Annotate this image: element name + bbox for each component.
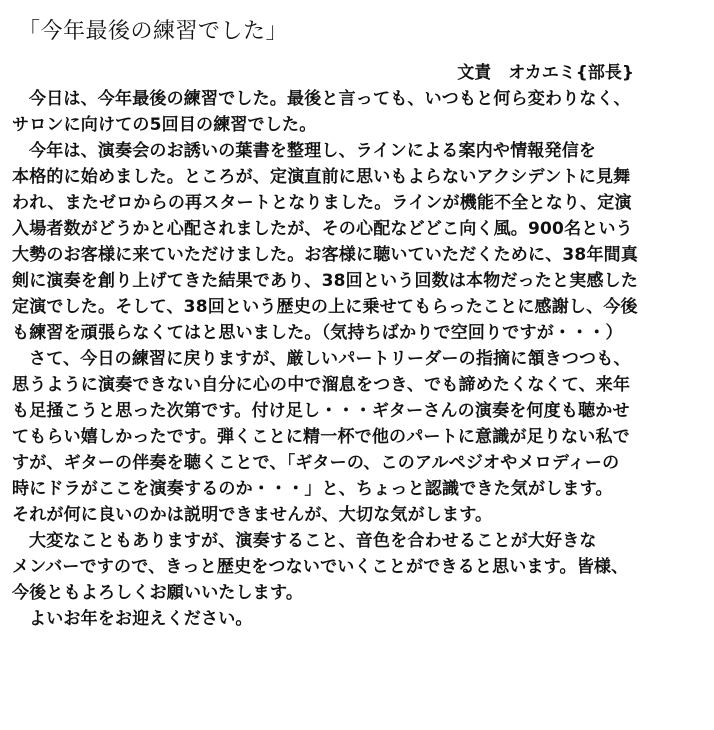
text-line: さて、今日の練習に戻りますが、厳しいパートリーダーの指摘に頷きつつも、 <box>29 349 631 369</box>
text-line: 思うように演奏できない自分に心の中で溜息をつき、でも諦めたくなくて、来年 <box>12 375 631 395</box>
body-text <box>12 86 712 632</box>
text-line: 本格的に始めました。ところが、定演直前に思いもよらないアクシデントに見舞 <box>12 167 631 187</box>
text-line: 大勢のお客様に来ていただけました。お客様に聴いていただくために、38年間真 <box>12 245 639 265</box>
text-line: サロンに向けての5回目の練習でした。 <box>12 115 317 135</box>
text-line: 今年は、演奏会のお誘いの葉書を整理し、ラインによる案内や情報発信を <box>29 141 597 161</box>
text-line: 今後ともよろしくお願いいたします。 <box>12 583 304 603</box>
text-line: 大変なこともありますが、演奏すること、音色を合わせることが大好きな <box>29 531 597 551</box>
text-line: 入場者数がどうかと心配されましたが、その心配などどこ向く風。900名という <box>12 219 633 239</box>
text-line: 剣に演奏を創り上げてきた結果であり、38回という回数は本物だったと実感した <box>12 271 639 291</box>
text-line: も練習を頑張らなくてはと思いました。（気持ちばかりで空回りですが・・・） <box>12 323 623 343</box>
text-line: われ、またゼロからの再スタートとなりました。ラインが機能不全となり、定演 <box>12 193 632 213</box>
document-title: 「今年最後の練習でした」 <box>18 19 289 44</box>
text-line: 今日は、今年最後の練習でした。最後と言っても、いつもと何ら変わりなく、 <box>29 89 631 109</box>
text-line: も足掻こうと思った次第です。付け足し・・・ギターさんの演奏を何度も聴かせ <box>12 401 630 421</box>
document-byline: 文責 オカエミ{部長} <box>457 63 634 83</box>
text-line: すが、ギターの伴奏を聴くことで、「ギターの、このアルペジオやメロディーの <box>12 453 620 473</box>
text-line: メンバーですので、きっと歴史をつないでいくことができると思います。皆様、 <box>12 557 629 577</box>
text-line: それが何に良いのかは説明できませんが、大切な気がします。 <box>12 505 493 525</box>
text-line: 時にドラがここを演奏するのか・・・」と、ちょっと認識できた気がします。 <box>12 479 613 499</box>
text-line: てもらい嬉しかったです。弾くことに精一杯で他のパートに意識が足りない私で <box>12 427 630 447</box>
text-line: 定演でした。そして、38回という歴史の上に乗せてもらったことに感謝し、今後 <box>12 297 638 317</box>
text-line: よいお年をお迎えください。 <box>29 609 253 629</box>
